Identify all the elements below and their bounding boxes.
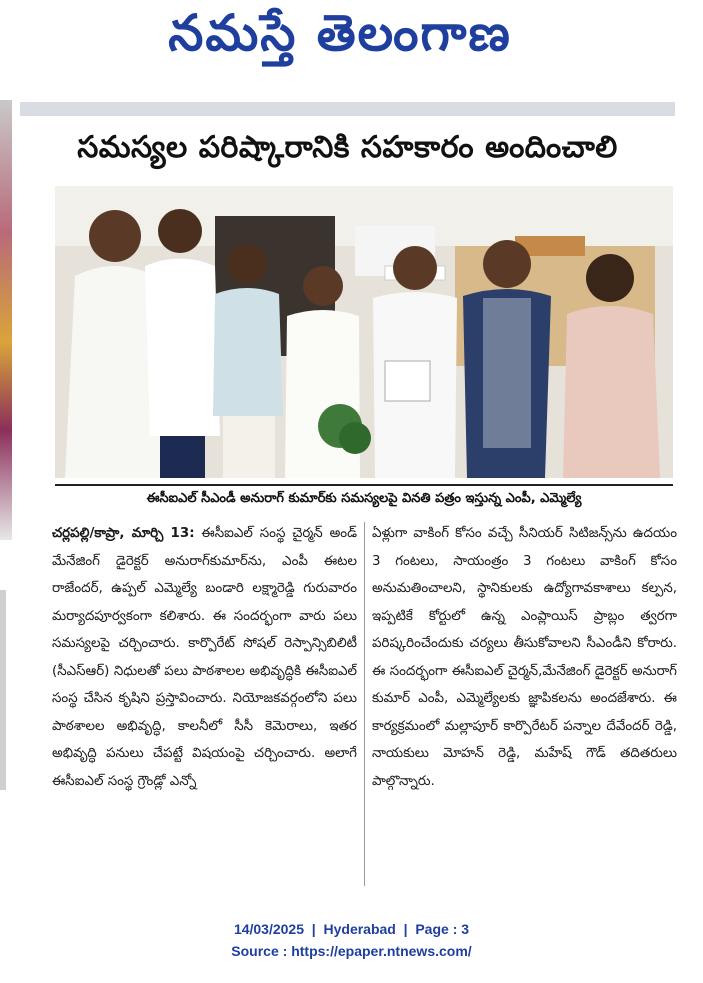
article-body-right: ఏళ్లుగా వాకింగ్ కోసం వచ్చే సీనియర్ సిటిజన్స్‌ను ఉదయం 3 గంటలు, సాయంత్రం 3 గంటలు వాకింగ్ కోసం అనుమతించాలని, స్థానికులకు ఉద్యోగావకాశాలు కల్పన, ఇప్పటికే కోర్టులో ఉన్న ఎంప్లాయిస్ ప్రాబ్లం త్వరగా పరిష్కరించేందుకు చర్యలు తీసుకోవాలని సీఎండీని కోరారు. ఈ సందర్భంగా ఈసీఐఎల్ చైర్మన్,మేనేజింగ్ డైరెక్టర్ అనురాగ్ కుమార్ ఎంపీ, ఎమ్మెల్యేలకు జ్ఞాపికలను అందజేశారు. ఈ కార్యక్రమంలో మల్లాపూర్ కార్పొరేటర్ పన్నాల దేవేందర్ రెడ్డి, నాయకులు మోహన్ రెడ్డి, మహేష్ గౌడ్ తదితరులు పాల్గొన్నారు. [372, 526, 677, 789]
article-dateline: చర్లపల్లి/కాప్రా, మార్చి 13: [52, 526, 195, 541]
footer-separator: | [307, 921, 320, 937]
column-divider [364, 522, 365, 886]
article-column-right [372, 520, 677, 890]
footer-page: Page : 3 [415, 921, 470, 937]
adjacent-page-strip-lower [0, 590, 6, 790]
article-body-left: ఈసీఐఎల్ సంస్థ చైర్మన్ అండ్ మేనేజింగ్ డైరెక్టర్ అనురాగ్‌కుమార్‌ను, ఎంపీ ఈటల రాజేందర్, ఉప్పల్ ఎమ్మెల్యే బండారి లక్ష్మారెడ్డి గురువారం మర్యాదపూర్వకంగా కలిశారు. ఈ సందర్భంగా వారు పలు సమస్యలపై చర్చించారు. కార్పొరేట్ సోషల్ రెస్పాన్సిబిలిటీ (సీఎస్ఆర్) నిధులతో పలు పాఠశాలల అభివృద్ధికి ఈసీఐఎల్ సంస్థ చేసిన కృషిని ప్రస్తావించారు. నియోజకవర్గంలోని పలు పాఠశాలల అభివృద్ధి, కాలనీలో సీసీ కెమెరాలు, ఇతర అభివృద్ధి పనులు చేపట్టే విషయంపై చర్చించారు. అలాగే ఈసీఐఎల్ సంస్థ గ్రౌండ్లో ఎన్నో [52, 526, 357, 789]
article-column-left [52, 520, 357, 890]
adjacent-page-strip [0, 100, 12, 540]
footer-city: Hyderabad [323, 921, 396, 937]
article-headline: సమస్యల పరిష్కారానికి సహకారం అందించాలి [77, 130, 618, 165]
footer-date: 14/03/2025 [233, 921, 305, 937]
header-rule [20, 102, 675, 116]
footer-meta [0, 918, 703, 940]
photo-caption: ఈసీఐఎల్ సీఎండీ అనురాగ్ కుమార్‌కు సమస్యలపై వినతి పత్రం ఇస్తున్న ఎంపీ, ఎమ్మెల్యే [55, 484, 673, 514]
footer-separator: | [399, 921, 412, 937]
article-paragraph-left [52, 520, 357, 795]
group-photo-illustration [55, 186, 673, 478]
page-footer [0, 918, 703, 962]
news-photo [55, 186, 673, 478]
newspaper-masthead: నమస్తే తెలంగాణ [168, 3, 512, 62]
footer-source[interactable]: Source : https://epaper.ntnews.com/ [231, 943, 472, 959]
